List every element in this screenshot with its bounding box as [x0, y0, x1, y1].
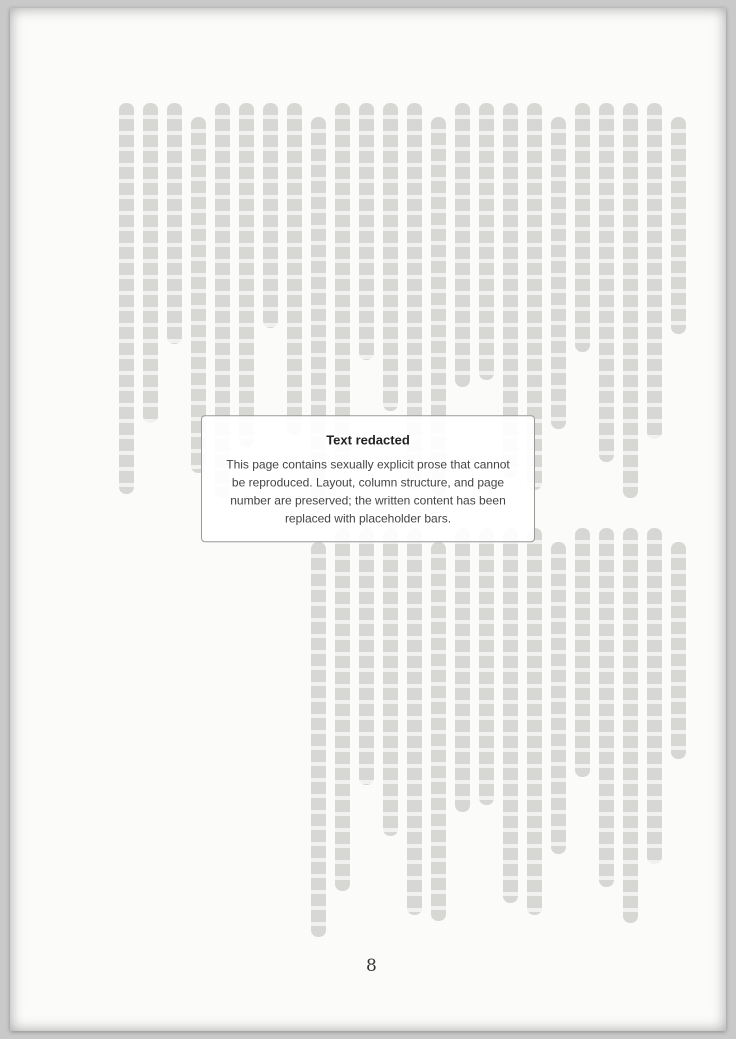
redacted-text-column [671, 542, 686, 759]
redacted-text-column [479, 528, 494, 805]
redacted-text-column [263, 103, 278, 328]
redaction-notice [201, 415, 535, 543]
redacted-text-column [647, 528, 662, 864]
redacted-text-column [119, 103, 134, 494]
redacted-text-column [575, 103, 590, 352]
redacted-text-column [383, 528, 398, 836]
redacted-text-column [551, 117, 566, 429]
redacted-text-column [431, 542, 446, 921]
redacted-text-column [335, 103, 350, 466]
redacted-text-column [335, 528, 350, 891]
lower-text-band [311, 528, 686, 923]
redacted-text-column [671, 117, 686, 334]
redacted-text-column [287, 103, 302, 435]
redacted-text-column [599, 103, 614, 462]
redacted-text-column [167, 103, 182, 344]
redacted-text-column [503, 528, 518, 903]
redacted-text-column [311, 542, 326, 937]
redacted-text-column [551, 542, 566, 854]
redacted-text-column [407, 528, 422, 915]
document-page [10, 8, 726, 1031]
redacted-text-column [623, 528, 638, 923]
page-number: 8 [366, 956, 378, 976]
redaction-title: Text redacted [326, 431, 410, 447]
redacted-text-column [647, 103, 662, 439]
redacted-text-column [143, 103, 158, 423]
redaction-body: This page contains sexually explicit prose that cannot be reproduced. Layout, column structure, and page number are preserved; the written content has been replaced with placeholder bars. [226, 457, 510, 526]
redacted-text-column [575, 528, 590, 777]
redacted-text-column [359, 103, 374, 360]
redacted-text-column [239, 103, 254, 447]
redacted-text-column [527, 528, 542, 915]
redacted-text-column [623, 103, 638, 498]
redacted-text-column [383, 103, 398, 411]
redacted-text-column [599, 528, 614, 887]
redacted-text-column [455, 103, 470, 387]
redacted-text-column [455, 528, 470, 812]
redacted-text-column [479, 103, 494, 380]
redacted-text-column [359, 528, 374, 785]
